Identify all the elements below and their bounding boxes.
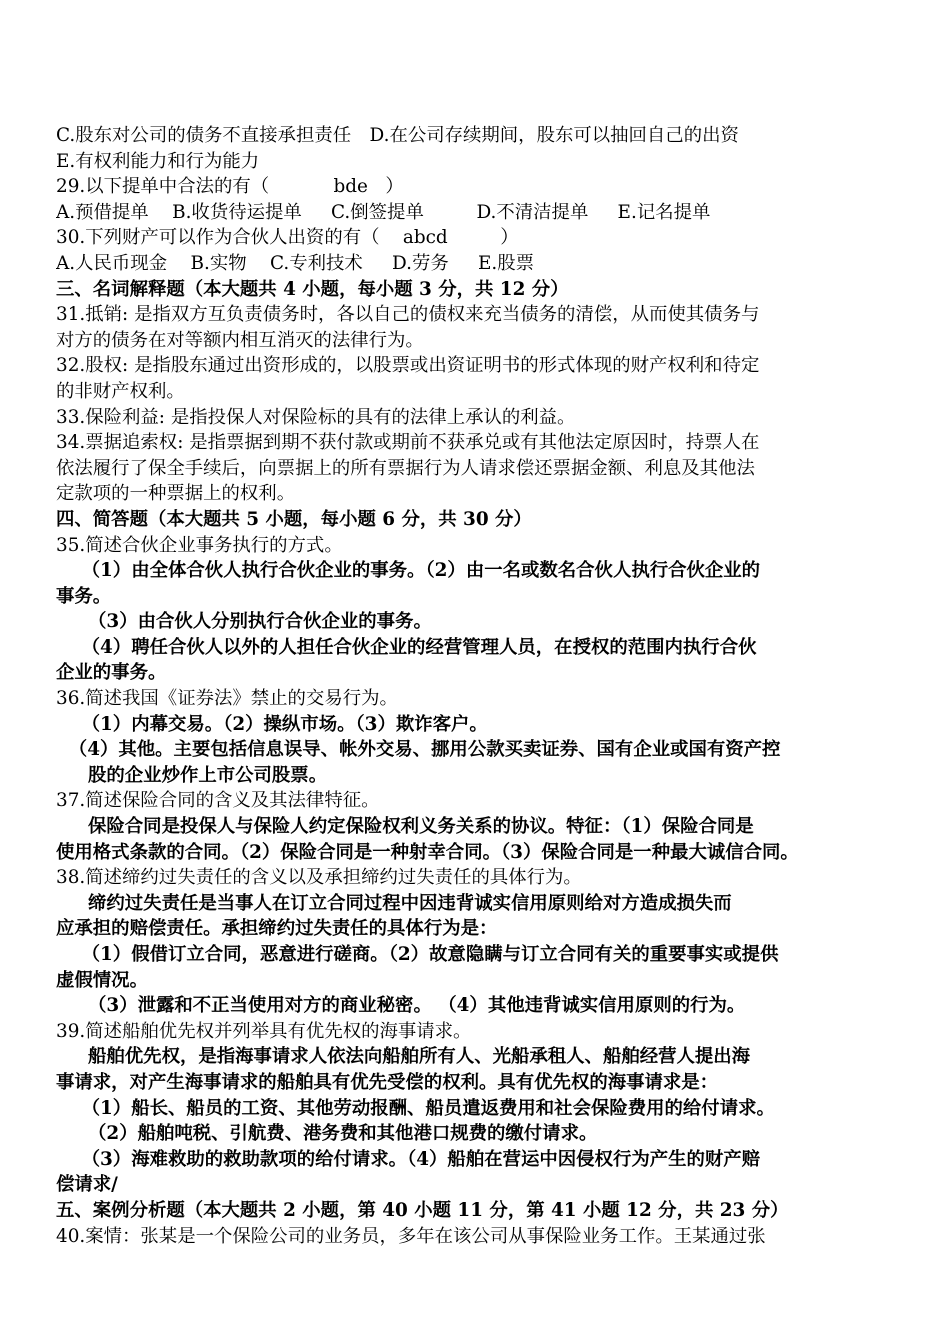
- text-line: 应承担的赔偿责任。承担缔约过失责任的具体行为是：: [56, 918, 498, 940]
- text-line: 38.简述缔约过失责任的含义以及承担缔约过失责任的具体行为。: [56, 867, 582, 889]
- text-line: 依法履行了保全手续后，向票据上的所有票据行为人请求偿还票据金额、利息及其他法: [56, 457, 755, 479]
- text-line: 四、简答题（本大题共 5 小题，每小题 6 分，共 30 分）: [56, 508, 532, 530]
- text-line: （1）假借订立合同，恶意进行磋商。（2）故意隐瞒与订立合同有关的重要事实或提供: [56, 944, 779, 965]
- text-line: （2）船舶吨税、引航费、港务费和其他港口规费的缴付请求。: [56, 1123, 598, 1145]
- text-line: 对方的债务在对等额内相互消灭的法律行为。: [56, 329, 424, 351]
- text-line: 36.简述我国《证券法》禁止的交易行为。: [56, 688, 398, 710]
- text-line: 定款项的一种票据上的权利。: [56, 483, 296, 505]
- text-line: 33.保险利益: 是指投保人对保险标的具有的法律上承认的利益。: [56, 406, 576, 428]
- text-line: 31.抵销: 是指双方互负责债务时，各以自己的债权来充当债务的清偿，从而使其债务与: [56, 304, 760, 326]
- text-line: A.预借提单 B.收货待运提单 C.倒签提单 D.不清洁提单 E.记名提单: [56, 201, 711, 223]
- text-line: （4）聘任合伙人以外的人担任合伙企业的经营管理人员，在授权的范围内执行合伙: [56, 636, 757, 658]
- text-line: 40.案情：张某是一个保险公司的业务员，多年在该公司从事保险业务工作。王某通过张: [56, 1225, 766, 1247]
- text-line: 34.票据追索权: 是指票据到期不获付款或期前不获承兑或有其他法定原因时，持票人在: [56, 432, 760, 454]
- text-line: （1）内幕交易。（2）操纵市场。（3）欺诈客户。: [56, 713, 488, 735]
- text-line: 事请求，对产生海事请求的船舶具有优先受偿的权利。具有优先权的海事请求是：: [56, 1071, 719, 1093]
- text-line: 企业的事务。: [56, 662, 167, 684]
- text-line: 保险合同是投保人与保险人约定保险权利义务关系的协议。特征：（1）保险合同是: [56, 816, 754, 838]
- text-line: （1）船长、船员的工资、其他劳动报酬、船员遣返费用和社会保险费用的给付请求。: [56, 1097, 775, 1119]
- document-body: [56, 123, 896, 1249]
- text-line: 船舶优先权，是指海事请求人依法向船舶所有人、光船承租人、船舶经营人提出海: [56, 1046, 751, 1068]
- text-line: 30.下列财产可以作为合伙人出资的有（ abcd ）: [56, 227, 519, 249]
- text-line: 39.简述船舶优先权并列举具有优先权的海事请求。: [56, 1020, 472, 1042]
- text-line: 37.简述保险合同的含义及其法律特征。: [56, 790, 380, 812]
- text-line: 虚假情况。: [56, 969, 148, 991]
- text-line: （3）由合伙人分别执行合伙企业的事务。: [56, 611, 432, 633]
- text-line: （4）其他。主要包括信息误导、帐外交易、挪用公款买卖证券、国有企业或国有资产控: [56, 739, 781, 761]
- text-line: 缔约过失责任是当事人在订立合同过程中因违背诚实信用原则给对方造成损失而: [56, 892, 732, 914]
- text-line: 的非财产权利。: [56, 380, 185, 402]
- text-line: 使用格式条款的合同。（2）保险合同是一种射幸合同。（3）保险合同是一种最大诚信合同。: [56, 841, 799, 863]
- text-line: 偿请求/: [56, 1174, 118, 1196]
- text-line: C.股东对公司的债务不直接承担责任 D.在公司存续期间，股东可以抽回自己的出资: [56, 125, 739, 146]
- text-line: E.有权利能力和行为能力: [56, 150, 260, 172]
- text-line: 29.以下提单中合法的有（ bde ）: [56, 176, 404, 198]
- text-line: 股的企业炒作上市公司股票。: [56, 764, 328, 786]
- text-line: 三、名词解释题（本大题共 4 小题，每小题 3 分，共 12 分）: [56, 278, 569, 300]
- text-line: （3）海难救助的救助款项的给付请求。（4）船舶在营运中因侵权行为产生的财产赔: [56, 1148, 761, 1170]
- text-line: （3）泄露和不正当使用对方的商业秘密。 （4）其他违背诚实信用原则的行为。: [56, 995, 746, 1017]
- text-line: A.人民币现金 B.实物 C.专利技术 D.劳务 E.股票: [56, 252, 535, 274]
- text-line: 32.股权: 是指股东通过出资形成的，以股票或出资证明书的形式体现的财产权利和待定: [56, 355, 760, 377]
- text-line: 事务。: [56, 585, 112, 607]
- text-line: 35.简述合伙企业事务执行的方式。: [56, 534, 343, 556]
- text-line: 五、案例分析题（本大题共 2 小题，第 40 小题 11 分，第 41 小题 12 分，共 23 分）: [56, 1199, 789, 1221]
- text-line: （1）由全体合伙人执行合伙企业的事务。（2）由一名或数名合伙人执行合伙企业的: [56, 560, 761, 582]
